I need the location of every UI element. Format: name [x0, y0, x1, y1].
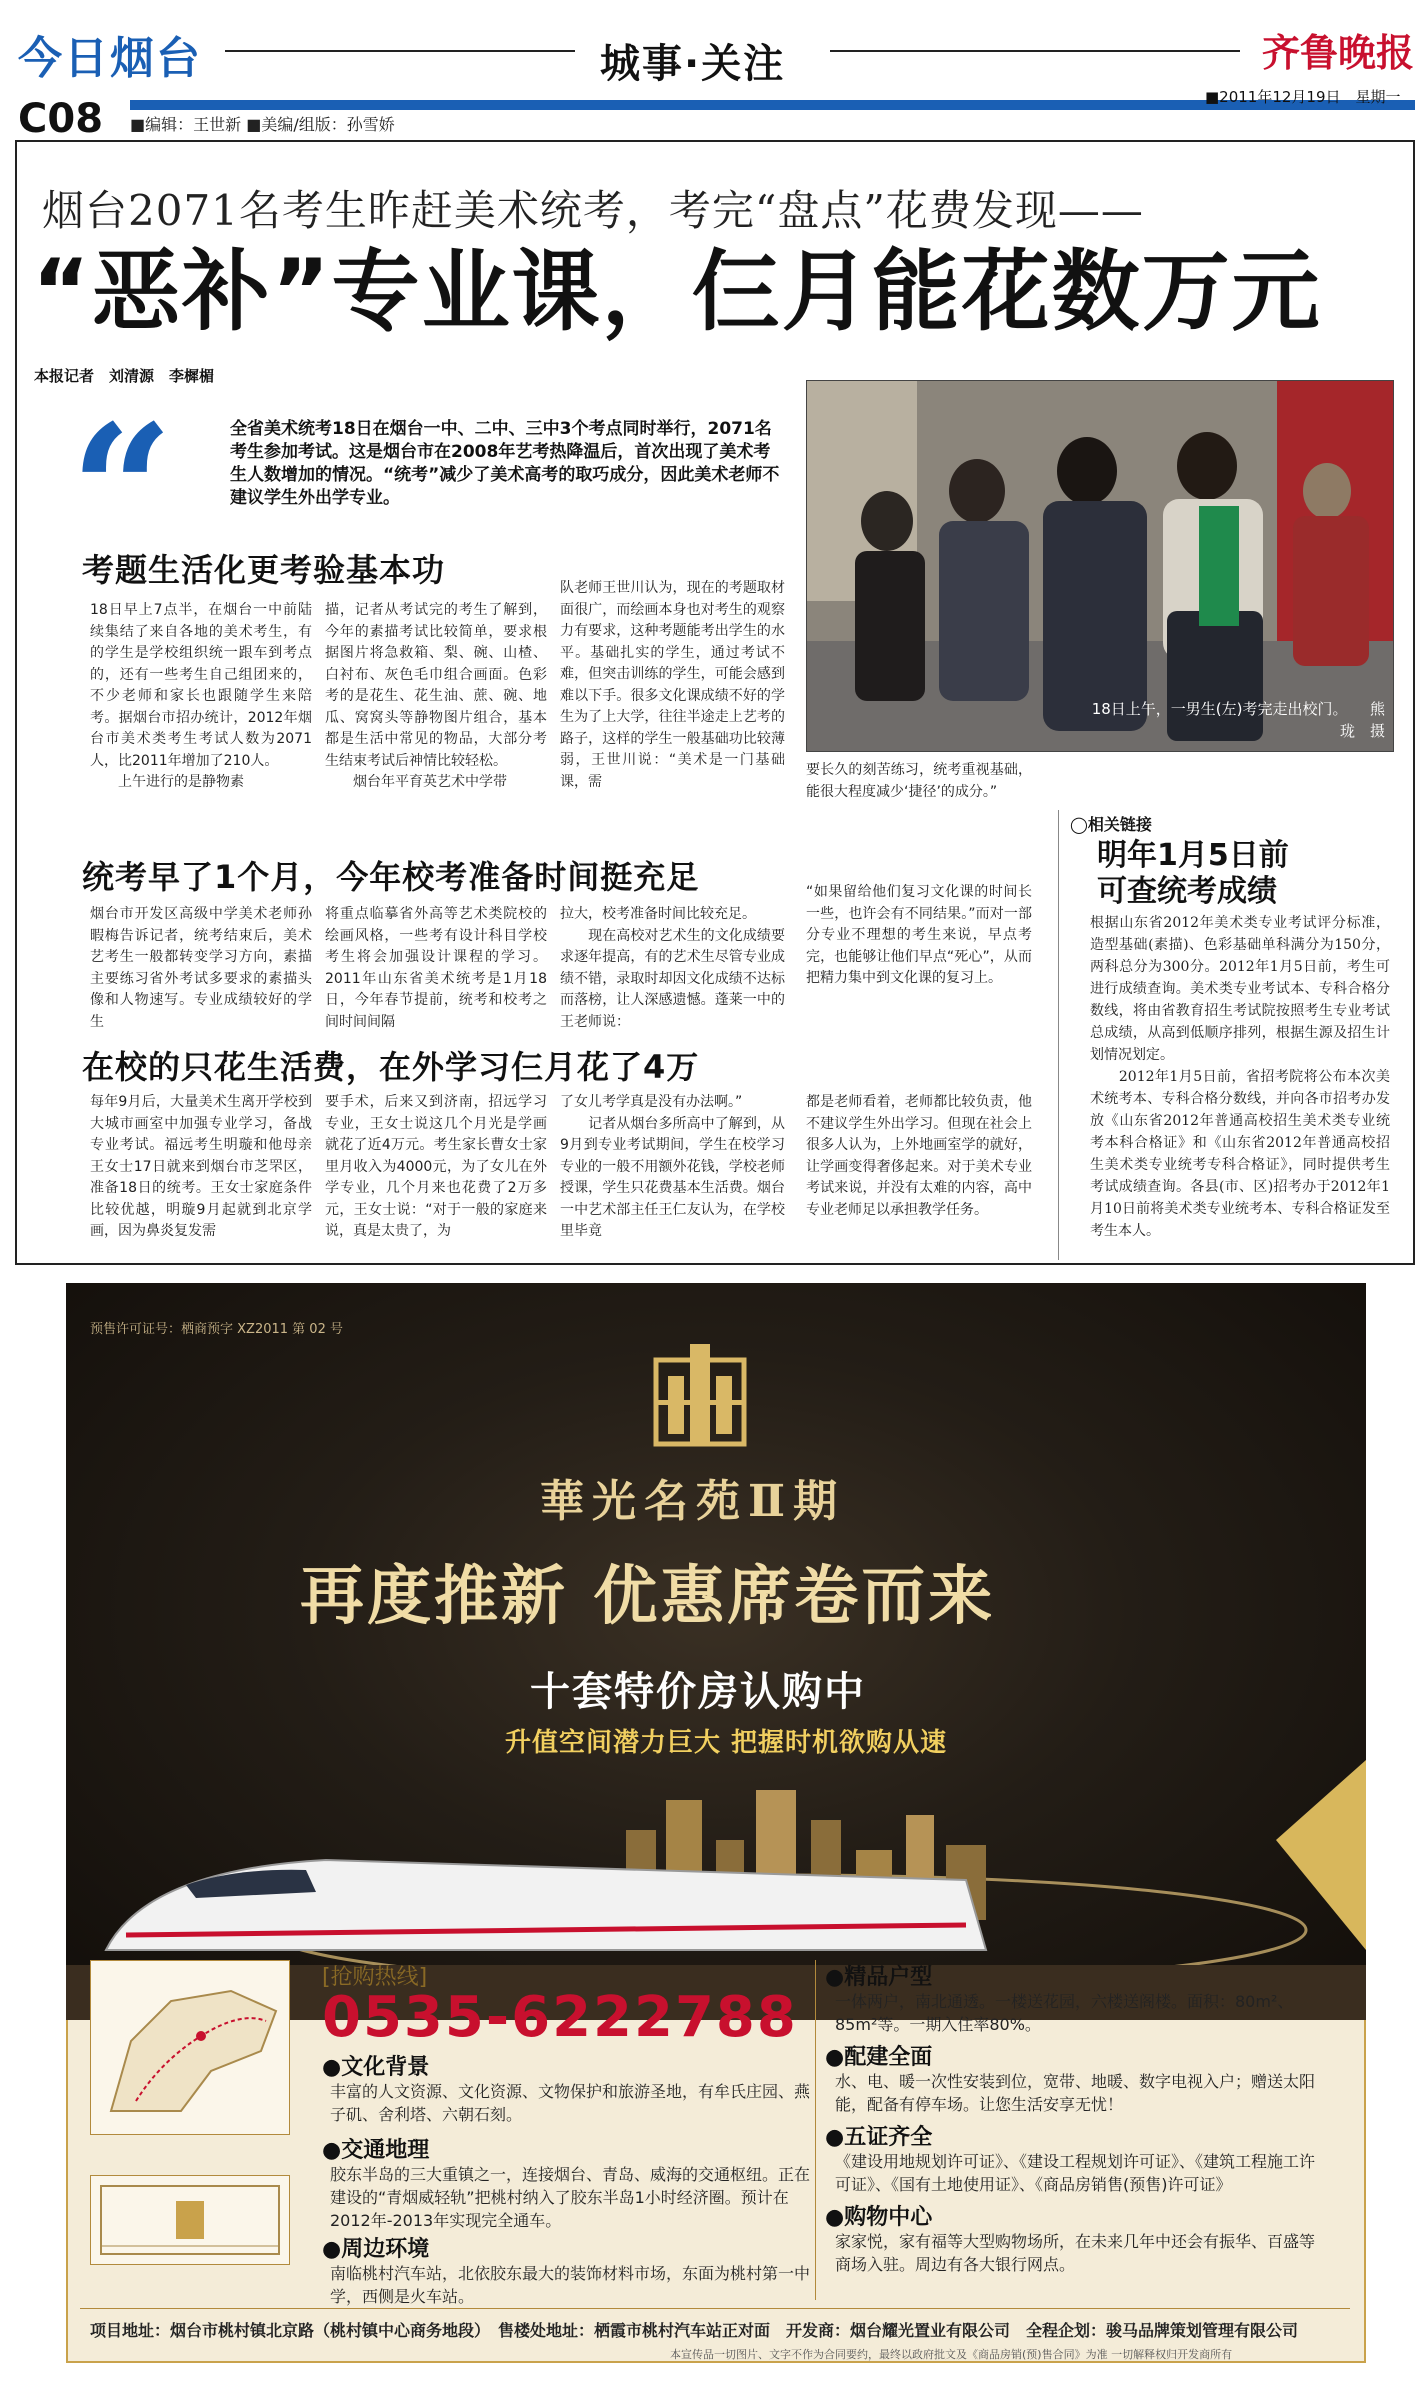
hotline-label: [抢购热线]	[322, 1965, 428, 1990]
section-2-col-4: “如果留给他们复习文化课的时间长一些，也许会有不同结果。”而对一部分专业不理想的考生来说，早点考完，也能够让他们早点“死心”，从而把精力集中到文化课的复习上。	[806, 884, 1032, 986]
feature-title-certificates: ●五证齐全	[825, 2125, 933, 2150]
article-subtitle: 烟台2071名考生昨赶美术统考，考完“盘点”花费发现——	[42, 186, 1144, 235]
section-heading-3: 在校的只花生活费，在外学习仨月花了4万	[82, 1048, 700, 1086]
header-rule-left	[225, 50, 575, 52]
ad-disclaimer: 本宣传品一切图片、文字不作为合同要约，最终以政府批文及《商品房销(预)售合同》为准 一切解释权归开发商所有	[670, 2348, 1233, 2361]
hotline-number: 0535-6222788	[322, 1985, 798, 2050]
page-number: C08	[18, 96, 104, 142]
section-3-col-3: 了女儿考学真是没有办法啊。” 记者从烟台多所高中了解到，从9月到专业考试期间，学生在校学习专业的一般不用额外花钱，学校老师授课，学生只花费基本生活费。烟台一中艺术部主任王仁友认为，在学校里毕竟	[560, 1094, 785, 1239]
feature-text-shopping: 家家悦，家有福等大型购物场所，在未来几年中还会有振华、百盛等商场入驻。周边有各大银行网点。	[835, 2232, 1316, 2274]
ad-offer: 十套特价房认购中	[530, 1669, 866, 1715]
feature-text-traffic: 胶东半岛的三大重镇之一，连接烟台、青岛、威海的交通枢纽。正在建设的“青烟威轻轨”把桃村纳入了胶东半岛1小时经济圈。预计在2012年-2013年实现完全通车。	[330, 2165, 811, 2230]
ad-project-name: 華光名苑Ⅱ期	[540, 1476, 846, 1527]
section-title: 今日烟台	[18, 33, 202, 84]
feature-title-traffic: ●交通地理	[322, 2138, 430, 2163]
plan-illustration	[91, 2176, 289, 2264]
newspaper-logo: 齐鲁晚报	[1262, 30, 1415, 75]
article-headline: “恶补”专业课，仨月能花数万元	[32, 240, 1322, 343]
feature-title-layout: ●精品户型	[825, 1965, 933, 1990]
section-1-col-1: 18日早上7点半，在烟台一中前陆续集结了来自各地的美术考生，有的学生是学校组织统一跟车到考点的，还有一些考生自己组团来的，不少老师和家长也跟随学生来陪考。据烟台市招办统计，2012年烟台市美术类考生考试人数为2071人，比2011年增加了210人。 上午进行的是静物素	[90, 602, 312, 790]
sidebar-body: 根据山东省2012年美术类专业考试评分标准，造型基础(素描)、色彩基础单科满分为150分，两科总分为300分。2012年1月5日前，考生可进行成绩查询。美术类专业考试本、专科合格分数线，将由省教育招生考试院按照考生专业考试总成绩，从高到低顺序排列，根据生源及招生计划情况划定。 2012年1月5日前，省招考院将公布本次美术统考本、专科合格分数线，并向各市招考办发放《山东省2012年普通高校招生美术类专业统考本科合格证》和《山东省2012年普通高校招生美术类专业统考专科合格证》，同时提供考生考试成绩查询。各县(市、区)招考办于2012年1月10日前将美术类专业统考本、专科合格证发至考生本人。	[1090, 915, 1390, 1239]
feature-title-culture: ●文化背景	[322, 2055, 430, 2080]
site-plan	[90, 2175, 290, 2265]
ad-footer-rule	[80, 2308, 1350, 2309]
ad-divider	[815, 1960, 816, 2300]
section-1-col-4: 要长久的刻苦练习，统考重视基础，能很大程度减少‘捷径’的成分。”	[806, 762, 1032, 800]
news-photo	[806, 380, 1394, 752]
section-1-col-2: 描，记者从考试完的考生了解到，今年的素描考试比较简单，要求根据图片将急救箱、梨、碗、山楂、白衬布、灰色毛巾组合画面。色彩考的是花生、花生油、蔗、碗、地瓜、窝窝头等静物图片组合，基本都是生活中常见的物品，大部分考生结束考试后神情比较轻松。 烟台年平育英艺术中学带	[325, 602, 547, 790]
location-map	[90, 1960, 290, 2135]
section-3-col-4: 都是老师看着，老师都比较负责，他不建议学生外出学习。但现在社会上很多人认为，上外地画室学的就好，让学画变得奢侈起来。对于美术专业考试来说，并没有太难的内容，高中专业老师足以承担教学任务。	[806, 1094, 1032, 1218]
sidebar-divider	[1058, 810, 1059, 1260]
quote-mark-icon: “	[70, 386, 174, 597]
article-lede: 全省美术统考18日在烟台一中、二中、三中3个考点同时举行，2071名考生参加考试。这是烟台市在2008年艺考热降温后，首次出现了美术考生人数增加的情况。“统考”减少了美术高考的取巧成分，因此美术老师不建议学生外出学专业。	[230, 419, 780, 508]
feature-title-surroundings: ●周边环境	[322, 2237, 430, 2262]
section-2-col-1: 烟台市开发区高级中学美术老师孙暇梅告诉记者，统考结束后，美术艺考生一般都转变学习方向，素描主要练习省外考试多要求的素描头像和人物速写。专业成绩较好的学生	[90, 906, 312, 1030]
photo-caption: 18日上午，一男生(左)考完走出校门。 熊珑 摄	[1091, 700, 1385, 740]
photo-illustration	[807, 381, 1394, 752]
feature-text-facilities: 水、电、暖一次性安装到位，宽带、地暖、数字电视入户；赠送太阳能，配备有停车场。让您生活安享无忧！	[835, 2072, 1316, 2114]
ad-footer: 项目地址：烟台市桃村镇北京路（桃村镇中心商务地段） 售楼处地址：栖霞市桃村汽车站正对面 开发商：烟台耀光置业有限公司 全程企划：骏马品牌策划管理有限公司	[90, 2321, 1299, 2340]
feature-title-facilities: ●配建全面	[825, 2045, 933, 2070]
topic-title: 城事·关注	[600, 41, 786, 87]
feature-text-certificates: 《建设用地规划许可证》、《建设工程规划许可证》、《建筑工程施工许可证》、《国有土地使用证》、《商品房销售(预售)许可证》	[835, 2152, 1316, 2194]
editors-line: ■编辑：王世新 ■美编/组版：孙雪娇	[130, 115, 395, 134]
section-3-col-1: 每年9月后，大量美术生离开学校到大城市画室中加强专业学习，备战专业考试。福远考生明璇和他母亲王女士17日就来到烟台市芝罘区，准备18日的统考。王女士家庭条件比较优越，明璇9月起就到北京学画，因为鼻炎复发需	[90, 1094, 312, 1239]
building-logo-icon	[650, 1340, 750, 1450]
header-rule-right	[830, 50, 1240, 52]
feature-text-surroundings: 南临桃村汽车站，北依胶东最大的装饰材料市场，东面为桃村第一中学，西侧是火车站。	[330, 2264, 811, 2306]
ad-subslogan: 升值空间潜力巨大 把握时机欲购从速	[505, 1728, 948, 1758]
ad-permit: 预售许可证号：栖商预字 XZ2011 第 02 号	[90, 1322, 343, 1337]
feature-text-culture: 丰富的人文资源、文化资源、文物保护和旅游圣地，有牟氏庄园、燕子矶、舍利塔、六朝石刻。	[330, 2082, 811, 2124]
section-3-col-2: 要手术，后来又到济南，招远学习专业，王女士说这几个月光是学画就花了近4万元。考生家长曹女士家里月收入为4000元，为了女儿在外学专业，几个月来也花费了2万多元，王女士说：“对于一般的家庭来说，真是太贵了，为	[325, 1094, 547, 1239]
section-1-col-3: 队老师王世川认为，现在的考题取材面很广，而绘画本身也对考生的观察力有要求，这种考题能考出学生的水平。基础扎实的学生，通过考试不难，但突击训练的学生，可能会感到难以下手。很多文化课成绩不好的学生为了上大学，往往半途走上艺考的路子，这样的学生一般基础功比较薄弱，王世川说：“美术是一门基础课，需	[560, 580, 785, 790]
feature-title-shopping: ●购物中心	[825, 2205, 933, 2230]
section-2-col-2: 将重点临摹省外高等艺术类院校的绘画风格，一些考有设计科目学校考生将会加强设计课程的学习。2011年山东省美术统考是1月18日，今年春节提前，统考和校考之间时间间隔	[325, 906, 547, 1030]
section-heading-2: 统考早了1个月，今年校考准备时间挺充足	[82, 858, 700, 896]
date-line: ■2011年12月19日 星期一	[1205, 88, 1401, 106]
section-2-col-3: 拉大，校考准备时间比较充足。 现在高校对艺术生的文化成绩要求逐年提高，有的艺术生尽管专业成绩不错，录取时却因文化成绩不达标而落榜，让人深感遗憾。蓬莱一中的王老师说：	[560, 906, 785, 1030]
section-heading-1: 考题生活化更考验基本功	[82, 551, 446, 589]
feature-text-layout: 一体两户，南北通透。一楼送花园，六楼送阁楼。面积：80m²、85m²等。一期入住率80%。	[835, 1992, 1294, 2034]
ad-slogan: 再度推新 优惠席卷而来	[300, 1560, 996, 1634]
byline: 本报记者 刘清源 李樨楣	[34, 367, 215, 385]
map-illustration	[91, 1961, 289, 2134]
sidebar-title: 明年1月5日前 可查统考成绩	[1097, 838, 1289, 909]
related-link-tag: ◯相关链接	[1070, 815, 1152, 834]
